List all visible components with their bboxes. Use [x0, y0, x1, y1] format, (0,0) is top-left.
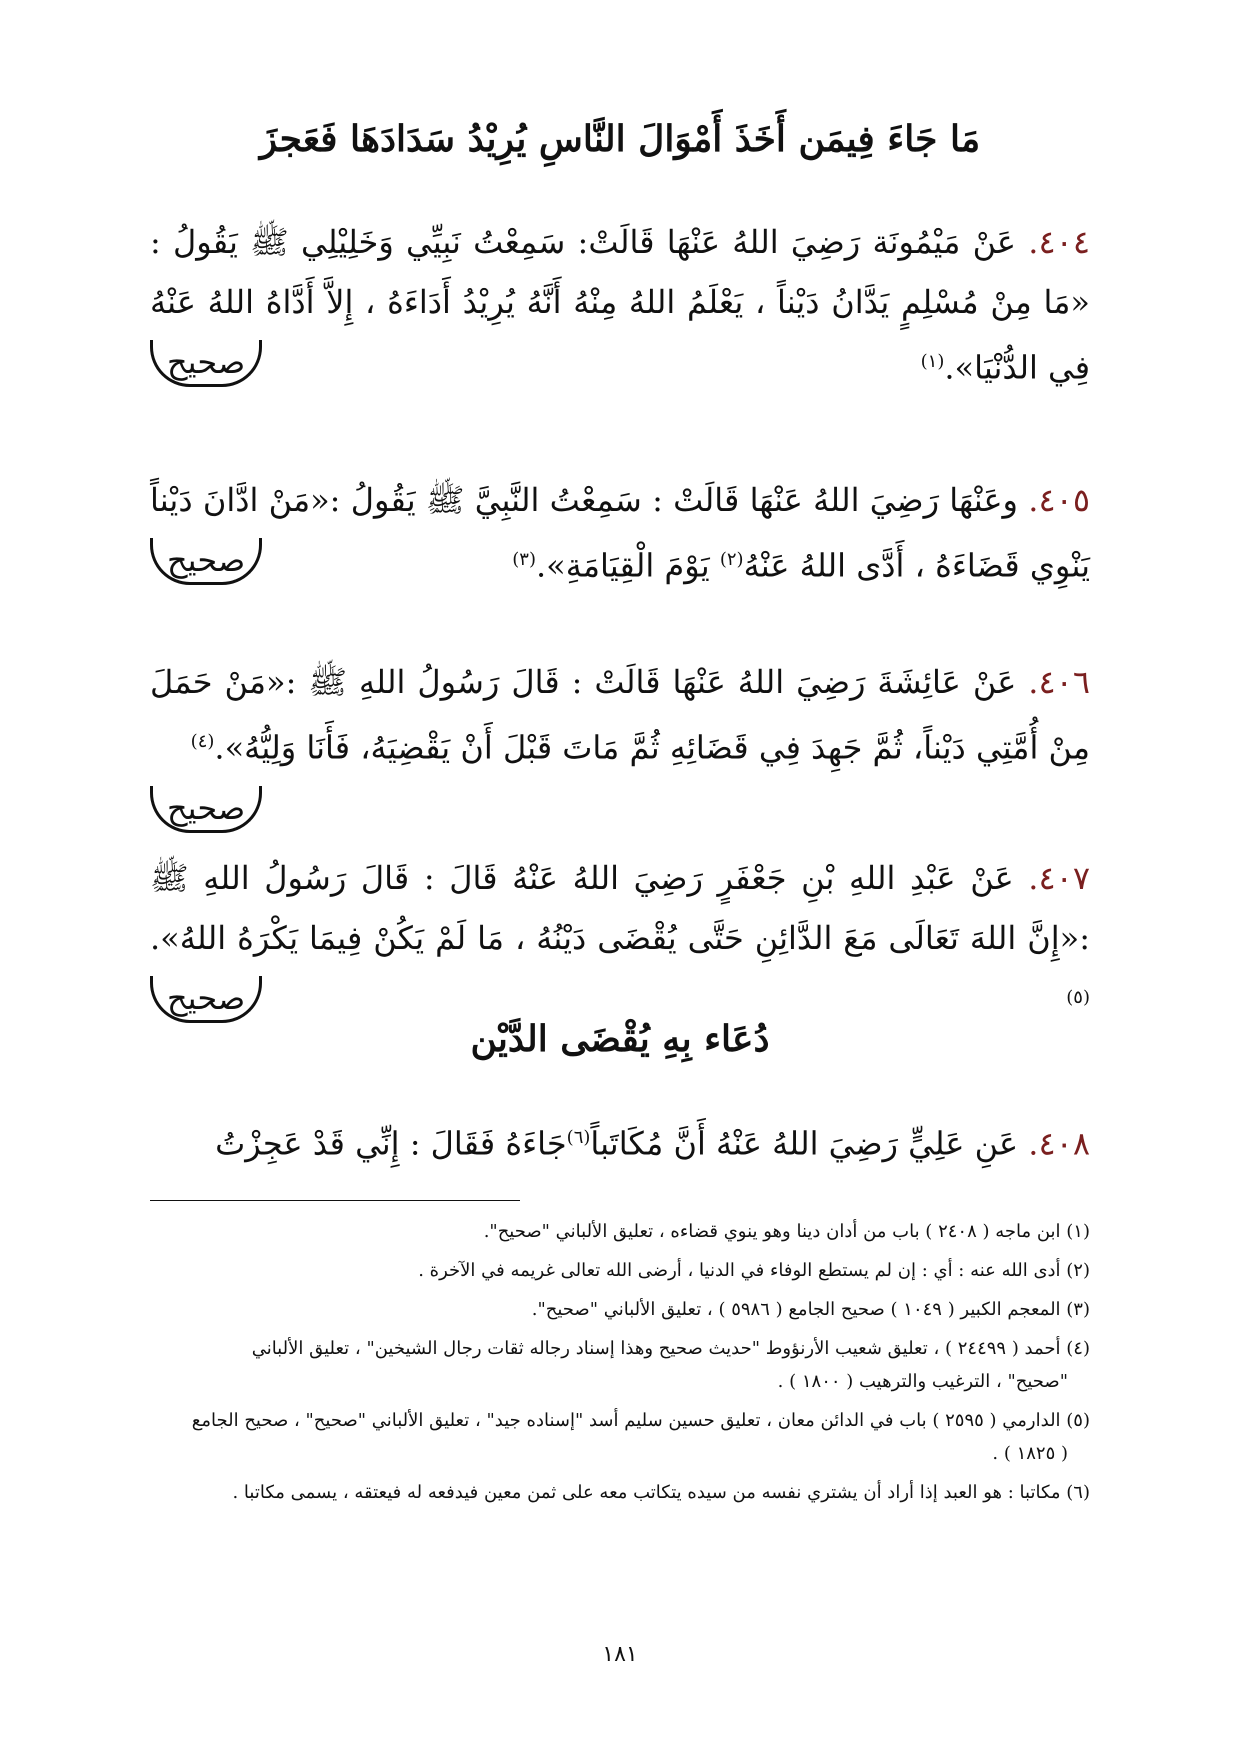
footnote-4-continued: "صحيح" ، الترغيب والترهيب ( ١٨٠٠ ) . — [777, 1371, 1068, 1392]
footnote-marker: (٢) — [719, 549, 744, 570]
footnote-marker: (١) — [920, 351, 945, 372]
footnote-5: (٥) الدارمي ( ٢٥٩٥ ) باب في الدائن معان ، تعليق حسين سليم أسد "إسناده جيد" ، تعليق الألباني "صحيح" ، صحيح الجامع — [191, 1410, 1090, 1431]
hadith-text: عَنْ عَبْدِ اللهِ بْنِ جَعْفَرٍ رَضِيَ اللهُ عَنْهُ قَالَ : قَالَ رَسُولُ اللهِ ﷺ :«إِنَّ اللهَ تَعَالَى مَعَ الدَّائِنِ حَتَّى يُقْضَى دَيْنُهُ ، مَا لَمْ يَكُنْ فِيمَا يَكْرَهُ اللهُ». — [150, 859, 1091, 957]
hadith-number: ٤٠٨. — [1028, 1124, 1090, 1163]
grade-badge: صحيح — [150, 786, 262, 833]
footnote-divider — [150, 1200, 520, 1201]
hadith-404 — [150, 212, 1090, 398]
hadith-408 — [150, 1108, 1090, 1174]
hadith-405 — [150, 470, 1090, 596]
grade-badge: صحيح — [150, 340, 262, 387]
hadith-406 — [150, 652, 1090, 833]
hadith-text: عَنْ مَيْمُونَة رَضِيَ اللهُ عَنْهَا قَالَتْ: سَمِعْتُ نَبِيِّي وَخَلِيْلِي ﷺ يَقُولُ : «مَا مِنْ مُسْلِمٍ يَدَّانُ دَيْناً ، يَعْلَمُ اللهُ مِنْهُ أَنَّهُ يُرِيْدُ أَدَاءَهُ ، إِلاَّ أَدَّاهُ اللهُ عَنْهُ فِي الدُّنْيَا». — [150, 223, 1090, 387]
hadith-number: ٤٠٦. — [1028, 663, 1091, 701]
hadith-text: وعَنْهَا رَضِيَ اللهُ عَنْهَا قَالَتْ : سَمِعْتُ النَّبِيَّ ﷺ يَقُولُ :«مَنْ ادَّانَ دَيْناً يَنْوِي قَضَاءَهُ ، أَدَّى اللهُ عَنْهُ — [150, 481, 1090, 585]
footnote-marker: (٣) — [512, 549, 536, 570]
hadith-text-continued: جَاءَهُ فَقَالَ : إِنِّي قَدْ عَجِزْتُ — [215, 1124, 567, 1163]
grade-badge: صحيح — [150, 976, 262, 1023]
hadith-text-continued: يَوْمَ الْقِيَامَةِ». — [535, 546, 710, 585]
hadith-number: ٤٠٥. — [1028, 481, 1091, 519]
page-number: ١٨١ — [602, 1642, 638, 1667]
hadith-number: ٤٠٤. — [1028, 223, 1091, 261]
grade-badge: صحيح — [150, 538, 262, 585]
section-heading-debt-repayment: مَا جَاءَ فِيمَن أَخَذَ أَمْوَالَ النَّاسِ يُرِيْدُ سَدَادَهَا فَعَجزَ — [259, 118, 981, 160]
footnote-4: (٤) أحمد ( ٢٤٤٩٩ ) ، تعليق شعيب الأرنؤوط "حديث صحيح وهذا إسناد رجاله ثقات رجال الشيخين" ، تعليق الألباني — [251, 1338, 1090, 1359]
footnotes — [150, 1215, 1090, 1515]
footnote-6: (٦) مكاتبا : هو العبد إذا أراد أن يشتري نفسه من سيده يتكاتب معه على ثمن معين فيدفعه له فيعتقه ، يسمى مكاتبا . — [232, 1482, 1090, 1503]
footnote-5-continued: ( ١٨٢٥ ) . — [992, 1443, 1068, 1464]
footnote-marker: (٥) — [1066, 987, 1090, 1008]
footnote-marker: (٦) — [566, 1127, 591, 1148]
footnote-marker: (٤) — [190, 731, 215, 752]
hadith-text: عَنِ عَلِيٍّ رَضِيَ اللهُ عَنْهُ أَنَّ مُكَاتَباً — [590, 1124, 1019, 1163]
page — [150, 0, 1090, 1754]
section-heading-debt-supplication: دُعَاء بِهِ يُقْضَى الدَّيْن — [470, 1018, 770, 1060]
hadith-number: ٤٠٧. — [1028, 859, 1091, 897]
footnote-1: (١) ابن ماجه ( ٢٤٠٨ ) باب من أدان دينا وهو ينوي قضاءه ، تعليق الألباني "صحيح". — [483, 1221, 1090, 1242]
hadith-text: عَنْ عَائِشَةَ رَضِيَ اللهُ عَنْهَا قَالَتْ : قَالَ رَسُولُ اللهِ ﷺ :«مَنْ حَمَلَ مِنْ أُمَّتِي دَيْناً، ثُمَّ جَهِدَ فِي قَضَائِهِ ثُمَّ مَاتَ قَبْلَ أَنْ يَقْضِيَهُ، فَأَنَا وَلِيُّهُ». — [150, 663, 1090, 767]
footnote-3: (٣) المعجم الكبير ( ١٠٤٩ ) صحيح الجامع ( ٥٩٨٦ ) ، تعليق الألباني "صحيح". — [531, 1299, 1090, 1320]
footnote-2: (٢) أدى الله عنه : أي : إن لم يستطع الوفاء في الدنيا ، أرضى الله تعالى غريمه في الآخرة . — [418, 1260, 1090, 1281]
hadith-407 — [150, 848, 1090, 1034]
